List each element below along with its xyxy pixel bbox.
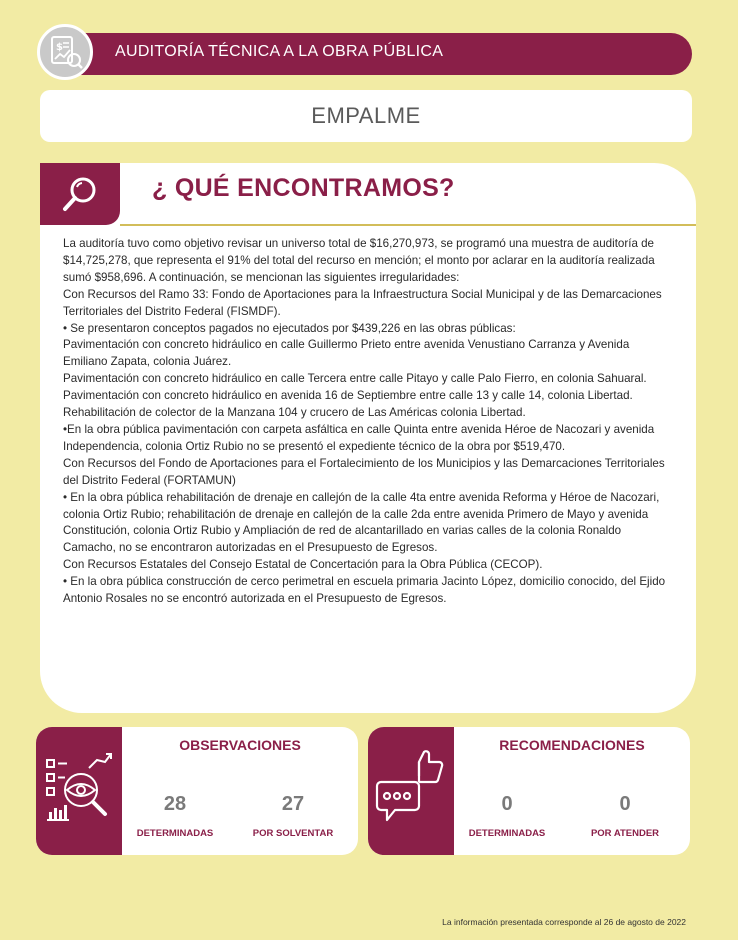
recommendations-title: RECOMENDACIONES [499,737,645,753]
footer-note: La información presentada corresponde al 26 de agosto de 2022 [442,917,686,927]
observations-pending-label: POR SOLVENTAR [252,828,334,839]
observations-card [36,727,358,855]
findings-paragraph: Pavimentación con concreto hidráulico en calle Tercera entre calle Pitayo y calle Palo Fierro, en colonia Sahuaral. [63,372,647,386]
page-title: AUDITORÍA TÉCNICA A LA OBRA PÚBLICA [115,43,444,60]
thumbs-up-chat-icon [368,727,454,855]
title-divider [120,224,696,226]
recommendations-card [368,727,690,855]
recommendations-pending-value: 0 [619,793,631,815]
findings-paragraph: Con Recursos del Ramo 33: Fondo de Aportaciones para la Infraestructura Social Municipal y de las Demarcaciones Territoriales del Distrito Federal (FISMDF). [63,287,662,318]
findings-paragraph: • En la obra pública rehabilitación de drenaje en callejón de la calle 4ta entre avenida Reforma y Héroe de Nacozari, colonia Ortiz Rubio; rehabilitación de drenaje en callejón de la calle 2da entre avenida Primero de Mayo y avenida Constitución, colonia Ortiz Rubio y Ampliación de red de alcantarillado en varias calles de la colonia Ronaldo Camacho, no se encontraron autorizadas en el Presupuesto de Egresos. [63,490,660,555]
findings-paragraph: La auditoría tuvo como objetivo revisar un universo total de $16,270,973, se programó una muestra de auditoría de $14,725,278, que representa el 91% del total del recurso en mención; el monto por aclarar en la auditoría realizada sumó $958,696. A continuación, se mencionan las siguientes irregularidades: [63,237,655,284]
findings-paragraph: • Se presentaron conceptos pagados no ejecutados por $439,226 en las obras públicas: [63,321,516,335]
observations-pending-value: 27 [281,793,305,815]
recommendations-pending-label: POR ATENDER [590,828,660,839]
findings-paragraph: Pavimentación con concreto hidráulico en calle Guillermo Prieto entre avenida Venustiano Carranza y Avenida Emiliano Zapata, colonia Juárez. [63,338,630,369]
findings-paragraph: •En la obra pública pavimentación con carpeta asfáltica en calle Quinta entre avenida Héroe de Nacozari y avenida Independencia, colonia Ortiz Rubio no se presentó el expediente técnico de la obra por $519,470. [63,422,655,453]
findings-paragraph: Pavimentación con concreto hidráulico en avenida 16 de Septiembre entre calle 13 y calle 14, colonia Libertad. [63,389,633,403]
findings-body [63,236,673,608]
municipality-name: EMPALME [311,103,421,128]
magnifier-icon [40,163,120,225]
observations-determined-label: DETERMINADAS [136,828,214,839]
observations-title: OBSERVACIONES [179,737,301,753]
findings-title: ¿ QUÉ ENCONTRAMOS? [152,174,455,202]
findings-paragraph: Rehabilitación de colector de la Manzana 104 y crucero de Las Américas colonia Libertad. [63,406,526,420]
analysis-eye-icon [36,727,122,855]
findings-paragraph: Con Recursos del Fondo de Aportaciones para el Fortalecimiento de los Municipios y las Demarcaciones Territoriales del Distrito Federal (FORTAMUN) [63,456,665,487]
svg-text:$: $ [56,42,63,53]
recommendations-determined-value: 0 [501,793,513,815]
observations-determined-value: 28 [163,793,187,815]
report-chart-icon [37,24,93,80]
findings-paragraph: • En la obra pública construcción de cerco perimetral en escuela primaria Jacinto López, domicilio conocido, del Ejido Antonio Rosales no se encontró autorizada en el Presupuesto de Egresos. [63,575,666,606]
recommendations-determined-label: DETERMINADAS [468,828,546,839]
findings-paragraph: Con Recursos Estatales del Consejo Estatal de Concertación para la Obra Pública (CECOP). [63,558,543,572]
municipality-box [40,90,692,142]
